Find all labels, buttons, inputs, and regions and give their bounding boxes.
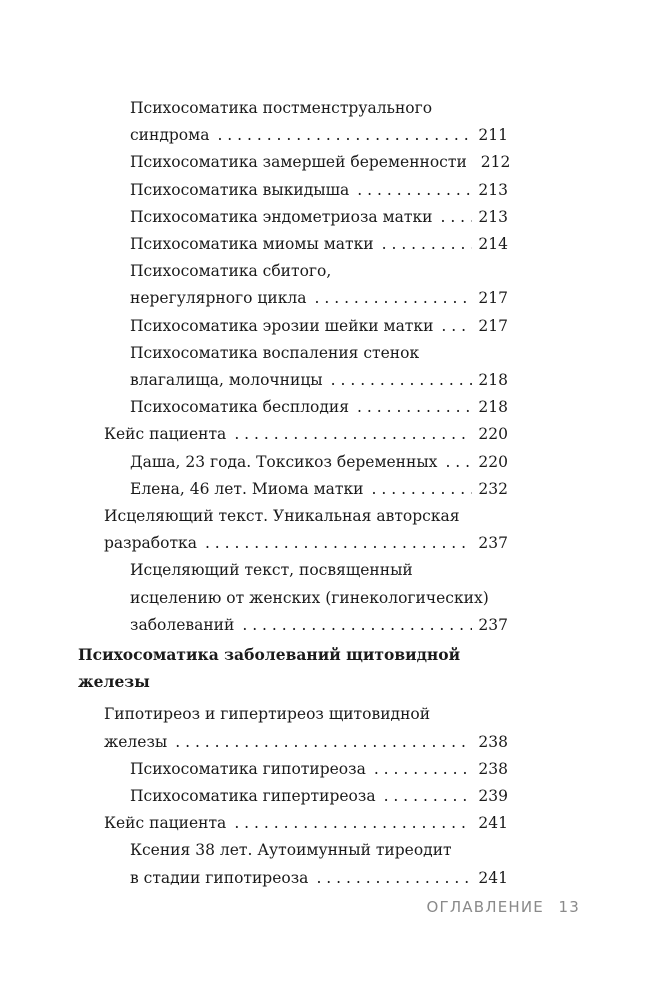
toc-entry-title: заболеваний	[130, 615, 235, 634]
toc-entry-line	[130, 313, 508, 340]
toc-entry[interactable]	[78, 258, 508, 312]
toc-entry-line	[130, 285, 508, 312]
toc-entry-line	[104, 421, 508, 448]
toc-entry-title: Даша, 23 года. Токсикоз беременных	[130, 452, 438, 471]
toc-entry[interactable]	[78, 177, 508, 204]
dot-leader	[234, 421, 472, 448]
dot-leader	[445, 449, 472, 476]
running-header-section: ОГЛАВЛЕНИЕ	[426, 898, 544, 916]
toc-page-number: 214	[478, 235, 508, 254]
dot-leader	[441, 313, 472, 340]
toc-entry-title: Психосоматика сбитого,	[130, 262, 332, 281]
toc-entry-line	[104, 729, 508, 756]
toc-heading-line: Психосоматика заболеваний щитовидной	[78, 645, 461, 665]
toc-page-number: 237	[478, 615, 508, 634]
toc-entry-line	[130, 149, 511, 176]
toc-entry-title: Психосоматика замершей беременности	[130, 153, 467, 172]
toc-entry-title: Психосоматика эндометриоза матки	[130, 207, 433, 226]
toc-entry[interactable]	[78, 476, 508, 503]
toc-entry[interactable]	[78, 421, 508, 448]
toc-entry-line	[130, 865, 508, 892]
toc-entry-title: Исцеляющий текст, посвященный	[130, 561, 413, 580]
toc-entry[interactable]	[78, 149, 511, 176]
dot-leader	[440, 204, 472, 231]
dot-leader	[357, 177, 472, 204]
toc-entry-line	[130, 476, 508, 503]
toc-entry[interactable]	[78, 231, 508, 258]
toc-entry-line	[130, 612, 508, 639]
dot-leader	[205, 530, 472, 557]
toc-entry[interactable]	[78, 95, 508, 149]
toc-entry-title: Кейс пациента	[104, 425, 227, 444]
toc-entry-title: нерегулярного цикла	[130, 289, 307, 308]
dot-leader	[315, 285, 473, 312]
toc-page-number: 212	[480, 153, 511, 172]
toc-entry-line	[130, 394, 508, 421]
page-number: 13	[558, 898, 580, 916]
toc-entry-title: Кейс пациента	[104, 814, 227, 833]
toc-entry-title: влагалища, молочницы	[130, 371, 323, 390]
dot-leader	[242, 612, 472, 639]
toc-entry-line	[130, 204, 508, 231]
toc-page-number: 237	[478, 534, 508, 553]
toc-entry-title: Психосоматика выкидыша	[130, 180, 350, 199]
toc-entry-title: Исцеляющий текст. Уникальная авторская	[104, 507, 460, 526]
toc-entry-title: Психосоматика эрозии шейки матки	[130, 316, 434, 335]
toc-page-number: 241	[478, 868, 508, 887]
dot-leader	[316, 865, 472, 892]
toc-page-number: 239	[478, 787, 508, 806]
toc-page-number: 218	[478, 398, 508, 417]
toc-entry[interactable]	[78, 449, 508, 476]
toc-entry-title: Ксения 38 лет. Аутоимунный тиреодит	[130, 841, 452, 860]
table-of-contents	[78, 95, 511, 892]
toc-entry-title: синдрома	[130, 126, 210, 145]
toc-entry[interactable]	[78, 557, 508, 639]
toc-entry[interactable]	[78, 204, 508, 231]
dot-leader	[374, 756, 473, 783]
toc-entry[interactable]	[78, 394, 508, 421]
toc-entry-title: Психосоматика постменструального	[130, 99, 433, 117]
toc-page-number: 220	[478, 452, 508, 471]
toc-entry[interactable]	[78, 756, 508, 783]
toc-entry-title: разработка	[104, 534, 197, 553]
toc-entry-title: исцелению от женских (гинекологических)	[130, 588, 489, 607]
toc-entry-line	[130, 122, 508, 149]
toc-heading-line: железы	[78, 672, 150, 692]
toc-page-number: 238	[478, 732, 508, 751]
toc-page-number: 241	[478, 814, 508, 833]
toc-entry[interactable]	[78, 503, 508, 557]
toc-entry-line	[104, 530, 508, 557]
toc-entry-line	[130, 449, 508, 476]
toc-entry-title: Психосоматика гипертиреоза	[130, 787, 376, 806]
dot-leader	[382, 231, 473, 258]
toc-page-number: 211	[478, 126, 508, 145]
dot-leader	[234, 810, 472, 837]
toc-entry-title: железы	[104, 732, 168, 751]
toc-entry[interactable]	[78, 837, 508, 891]
toc-entry[interactable]	[78, 810, 508, 837]
toc-entry-line	[130, 783, 508, 810]
page-footer	[0, 898, 650, 922]
toc-page-number: 217	[478, 289, 508, 308]
dot-leader	[372, 476, 473, 503]
dot-leader	[384, 783, 473, 810]
dot-leader	[175, 729, 472, 756]
toc-page-number: 218	[478, 371, 508, 390]
toc-entry[interactable]	[78, 340, 508, 394]
toc-entry-line	[104, 810, 508, 837]
toc-entry-line	[130, 231, 508, 258]
dot-leader	[357, 394, 472, 421]
toc-section-heading	[78, 641, 508, 695]
toc-page-number: 213	[478, 207, 508, 226]
toc-entry[interactable]	[78, 313, 508, 340]
toc-entry-title: Психосоматика воспаления стенок	[130, 343, 420, 362]
toc-page-number: 220	[478, 425, 508, 444]
toc-entry-title: Психосоматика миомы матки	[130, 235, 374, 254]
toc-page-number: 213	[478, 180, 508, 199]
dot-leader	[331, 367, 473, 394]
toc-entry[interactable]	[78, 701, 508, 755]
toc-entry-title: Психосоматика бесплодия	[130, 398, 350, 417]
toc-page-number: 232	[478, 479, 508, 498]
toc-entry-line	[130, 756, 508, 783]
dot-leader	[217, 122, 472, 149]
toc-entry-title: Психосоматика гипотиреоза	[130, 759, 366, 778]
toc-entry-line	[130, 367, 508, 394]
toc-entry-title: в стадии гипотиреоза	[130, 868, 309, 887]
toc-entry-line	[130, 177, 508, 204]
toc-entry-title: Гипотиреоз и гипертиреоз щитовидной	[104, 705, 431, 724]
toc-page-number: 217	[478, 316, 508, 335]
toc-page-number: 238	[478, 759, 508, 778]
toc-entry-title: Елена, 46 лет. Миома матки	[130, 479, 364, 498]
toc-entry[interactable]	[78, 783, 508, 810]
